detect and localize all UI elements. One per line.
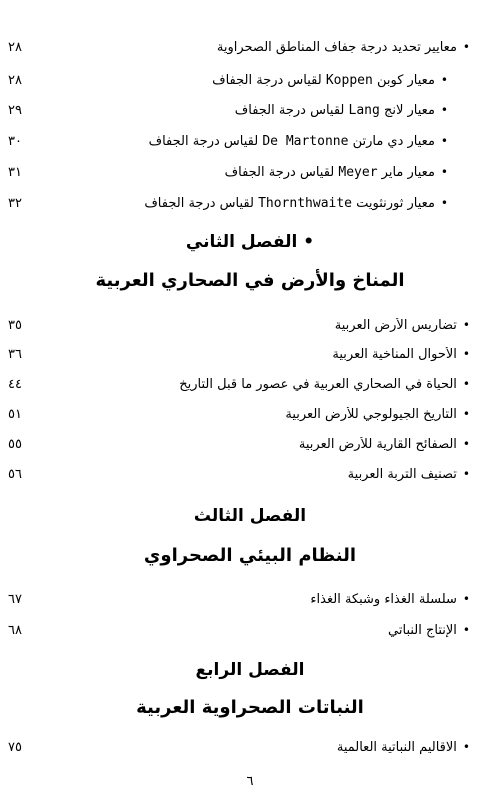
toc-entry [8, 161, 470, 183]
toc-entry [8, 99, 470, 121]
bullet-icon: • [462, 317, 470, 332]
bullet-icon: • [440, 164, 448, 179]
page-number: ٦ [246, 774, 254, 789]
toc-page-number: ٦٨ [8, 622, 22, 638]
toc-entry-text: •الحياة في الصحاري العربية في عصور ما قبل التاريخ [179, 376, 470, 392]
toc-page-number: ٧٥ [8, 739, 22, 755]
bullet-icon: • [462, 406, 470, 421]
toc-entry-text: •تصنيف التربة العربية [347, 466, 470, 482]
bullet-icon: • [462, 739, 470, 754]
toc-entry [8, 463, 470, 485]
bullet-icon: • [462, 591, 470, 606]
bullet-icon: • [440, 72, 448, 87]
toc-entry-text: •الاقاليم النباتية العالمية [336, 739, 470, 755]
bullet-icon: • [462, 622, 470, 637]
toc-page-number: ٥٥ [8, 436, 22, 452]
toc-entry-text: •الإنتاج النباتي [388, 622, 470, 638]
toc-page-number: ٢٩ [8, 102, 22, 118]
toc-page-number: ٣٠ [8, 133, 22, 149]
chapter-2-label: • الفصل الثاني [185, 232, 315, 252]
chapter-3-label: الفصل الثالث [193, 506, 307, 526]
toc-entry [8, 736, 470, 758]
toc-entry-text: •التاريخ الجيولوجي للأرض العربية [285, 406, 470, 422]
bullet-icon: • [303, 232, 315, 252]
toc-entry [8, 403, 470, 425]
toc-entry-text: •معيار لانج Lang لقياس درجة الجفاف [234, 102, 448, 118]
toc-page-number: ٢٨ [8, 39, 22, 55]
bullet-icon: • [462, 466, 470, 481]
toc-page-number: ٦٧ [8, 591, 22, 607]
toc-page-number: ٥٦ [8, 466, 22, 482]
toc-entry-text: •معيار دي مارتن De Martonne لقياس درجة الجفاف [148, 133, 448, 149]
toc-page-number: ٣١ [8, 164, 22, 180]
bullet-icon: • [440, 133, 448, 148]
toc-entry [8, 433, 470, 455]
bullet-icon: • [440, 195, 448, 210]
bullet-icon: • [462, 346, 470, 361]
toc-entry [8, 36, 470, 58]
toc-page-number: ٣٥ [8, 317, 22, 333]
toc-entry [8, 619, 470, 641]
toc-entry-text: •سلسلة الغذاء وشبكة الغذاء [310, 591, 470, 607]
toc-entry [8, 69, 470, 91]
toc-page-number: ٤٤ [8, 376, 22, 392]
chapter-4-title: النباتات الصحراوية العربية [136, 697, 364, 718]
toc-entry [8, 588, 470, 610]
chapter-2-title: المناخ والأرض في الصحاري العربية [95, 270, 405, 291]
bullet-icon: • [462, 436, 470, 451]
toc-entry [8, 314, 470, 336]
toc-entry-text: •معيار ماير Meyer لقياس درجة الجفاف [224, 164, 448, 180]
toc-page-number: ٥١ [8, 406, 22, 422]
bullet-icon: • [462, 39, 470, 54]
toc-page-number: ٣٢ [8, 195, 22, 211]
bullet-icon: • [462, 376, 470, 391]
toc-entry [8, 343, 470, 365]
bullet-icon: • [440, 102, 448, 117]
toc-entry-text: •معايير تحديد درجة جفاف المناطق الصحراوية [216, 39, 470, 55]
toc-entry-text: •معيار ثورنثويت Thornthwaite لقياس درجة الجفاف [144, 195, 448, 211]
toc-entry [8, 130, 470, 152]
chapter-3-title: النظام البيئي الصحراوي [143, 545, 357, 566]
toc-entry [8, 192, 470, 214]
toc-page-number: ٣٦ [8, 346, 22, 362]
toc-entry-text: •معيار كوبن Koppen لقياس درجة الجفاف [212, 72, 448, 88]
toc-entry-text: •تضاريس الأرض العربية [334, 317, 470, 333]
toc-page-number: ٢٨ [8, 72, 22, 88]
toc-entry-text: •الصفائح القارية للأرض العربية [298, 436, 470, 452]
toc-entry [8, 373, 470, 395]
toc-entry-text: •الأحوال المناخية العربية [332, 346, 470, 362]
chapter-4-label: الفصل الرابع [195, 660, 305, 680]
